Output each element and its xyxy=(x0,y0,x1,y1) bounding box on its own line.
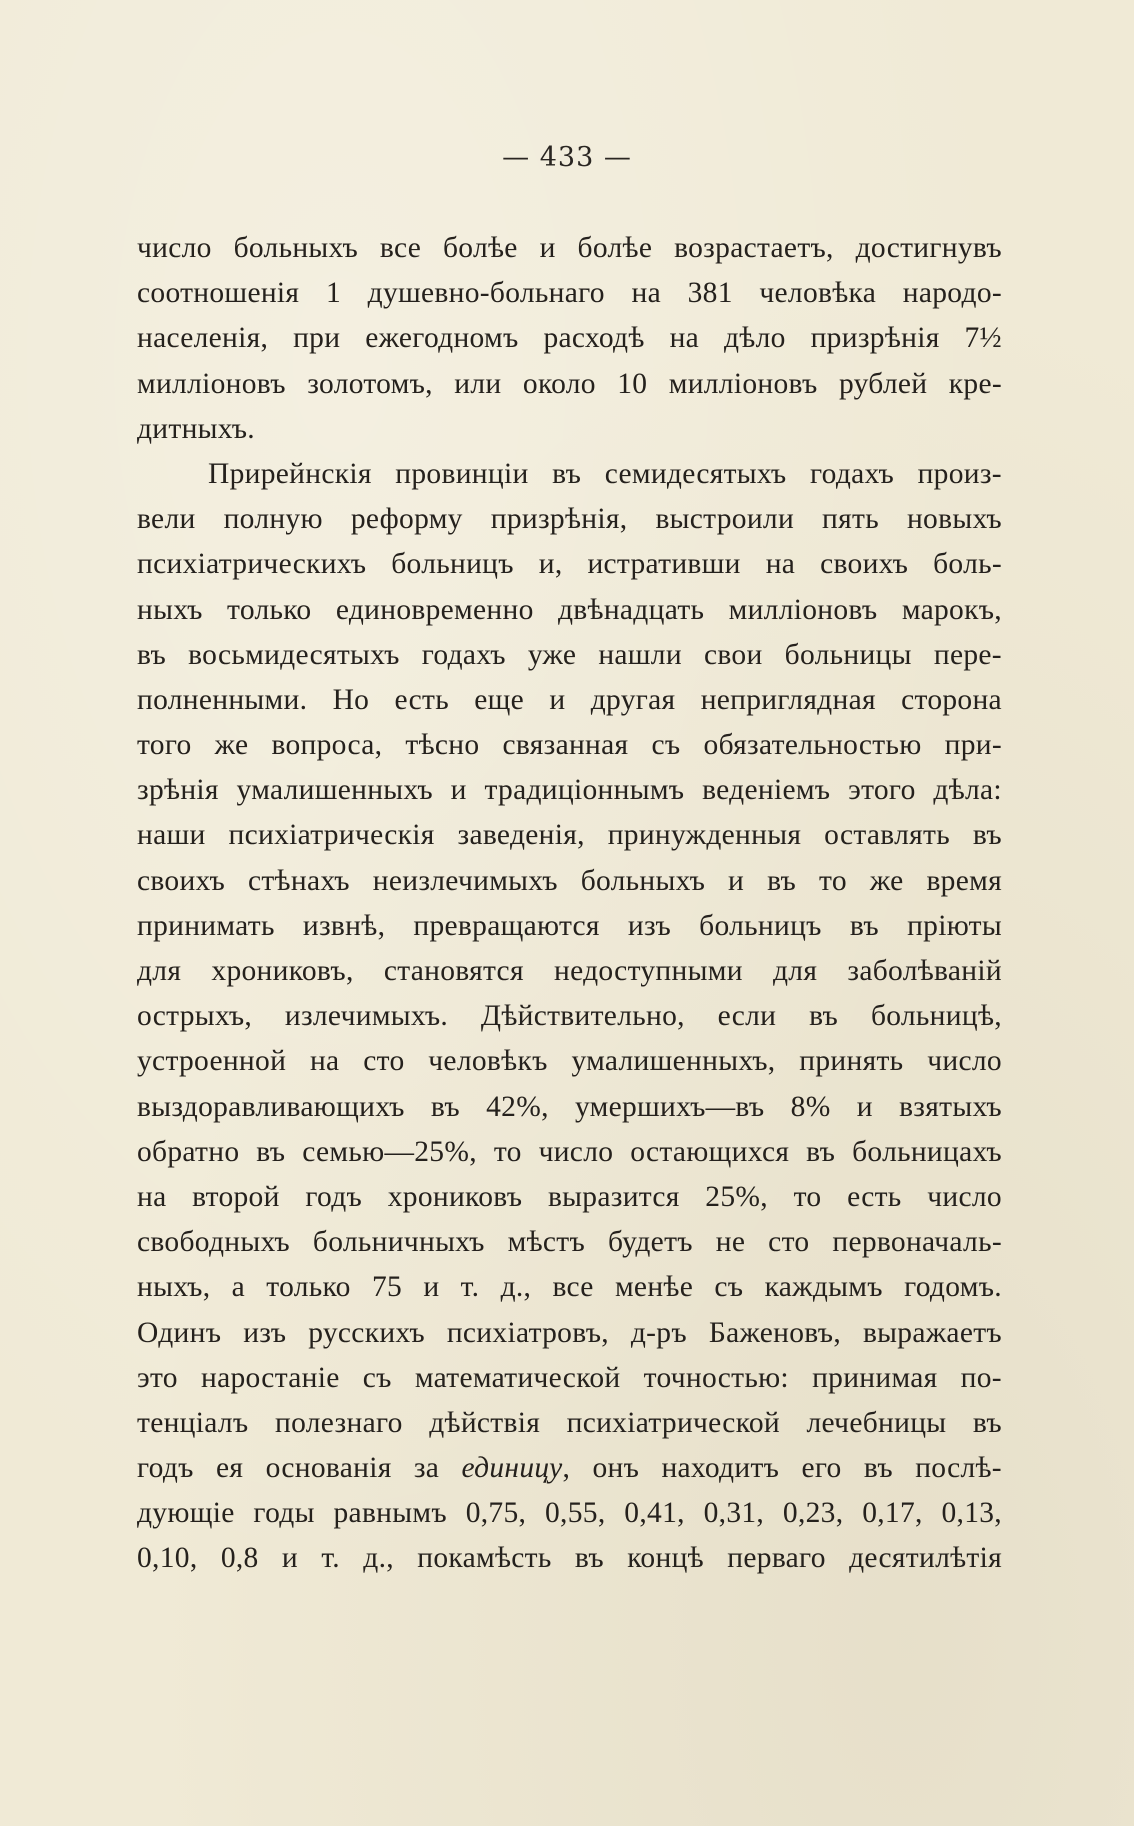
word: сторона xyxy=(901,683,1002,716)
word: 8% xyxy=(790,1090,831,1123)
word: выражаетъ xyxy=(862,1316,1002,1349)
text-line xyxy=(137,949,1002,994)
word: душевно-больнаго xyxy=(367,277,605,310)
word: достигнувъ xyxy=(855,232,1002,264)
word: и xyxy=(856,1090,873,1123)
word: а xyxy=(231,1271,246,1304)
word: этого xyxy=(848,774,916,807)
word: только xyxy=(266,1271,351,1304)
text-line xyxy=(137,723,1002,768)
word: 25%, xyxy=(705,1180,768,1213)
word: и xyxy=(539,232,556,264)
word: и xyxy=(450,774,467,807)
word: своихъ xyxy=(137,864,226,897)
word: расходѣ xyxy=(543,322,645,355)
word: годахъ xyxy=(809,457,895,490)
word: годъ xyxy=(137,1452,194,1485)
word: больницѣ, xyxy=(870,1000,1002,1033)
word: то xyxy=(493,1135,522,1168)
word: покамѣсть xyxy=(417,1542,552,1575)
word: второй xyxy=(192,1180,280,1213)
word: обратно xyxy=(137,1135,240,1168)
word: Баженовъ, xyxy=(708,1316,842,1349)
word: дующіе xyxy=(137,1497,235,1530)
word: 0,8 xyxy=(220,1542,259,1575)
word: полную xyxy=(223,503,323,536)
word: Одинъ xyxy=(137,1316,222,1349)
text-line xyxy=(137,452,1002,497)
word: вопроса, xyxy=(271,729,383,762)
text-line xyxy=(137,1401,1002,1446)
word: тѣсно xyxy=(405,729,480,762)
word: Дѣйствительно, xyxy=(480,1000,685,1033)
word: уже xyxy=(527,638,577,671)
word: взятыхъ xyxy=(899,1090,1002,1123)
word: будетъ xyxy=(607,1226,693,1259)
word: заведенія, xyxy=(457,819,585,852)
word: другая xyxy=(590,683,676,716)
word: полненными. xyxy=(137,683,308,716)
word: 0,41, xyxy=(624,1497,685,1530)
word: если xyxy=(717,1000,777,1033)
text-line xyxy=(137,497,1002,542)
word: т. xyxy=(460,1271,480,1304)
word: около xyxy=(522,367,596,400)
word: принимая xyxy=(812,1361,938,1394)
word: находитъ xyxy=(661,1452,780,1485)
word: съ xyxy=(651,729,681,762)
word: семью—25%, xyxy=(302,1135,477,1168)
word: превращаются xyxy=(413,909,600,942)
word: того xyxy=(137,729,192,762)
word: сто xyxy=(363,1045,405,1078)
word: д-ръ xyxy=(630,1316,687,1349)
word: 0,55, xyxy=(545,1497,606,1530)
word: число xyxy=(137,232,212,264)
word: и xyxy=(728,864,745,897)
word: только xyxy=(227,593,312,626)
word: реформу xyxy=(350,503,463,536)
text-line xyxy=(137,1356,1002,1401)
text-line xyxy=(137,226,1002,271)
text-line xyxy=(137,1220,1002,1265)
word: Прирейнскія xyxy=(208,457,372,490)
word: 7½ xyxy=(964,322,1002,355)
word: кре- xyxy=(948,367,1002,400)
word: въ xyxy=(849,909,879,942)
body-text xyxy=(137,226,1002,1582)
word: т. xyxy=(321,1542,340,1575)
word: пере- xyxy=(933,638,1002,671)
word: для xyxy=(772,955,818,987)
word: соотношенія xyxy=(137,277,300,310)
word: и xyxy=(549,683,566,716)
word: семидесятыхъ xyxy=(604,457,787,490)
word: провинціи xyxy=(395,457,529,490)
text-line xyxy=(137,994,1002,1039)
word: больныхъ xyxy=(580,864,706,897)
word: на xyxy=(765,548,796,581)
word: умалишенныхъ, xyxy=(571,1045,776,1078)
word: то xyxy=(819,864,847,897)
word: обязательностью xyxy=(703,729,922,762)
word: милліоновъ xyxy=(728,593,878,626)
word: въ xyxy=(256,1135,286,1168)
text-line xyxy=(137,1085,1002,1130)
word: умершихъ—въ xyxy=(574,1090,765,1123)
word: рублей xyxy=(838,367,928,400)
word: 1 xyxy=(325,277,341,310)
word: 75 xyxy=(371,1271,403,1304)
word: призрѣнія xyxy=(810,322,940,355)
word: остающихся xyxy=(630,1135,790,1168)
text-line xyxy=(137,1265,1002,1310)
word: зрѣнія xyxy=(137,774,219,807)
text-line xyxy=(137,1175,1002,1220)
word: дѣла: xyxy=(933,774,1002,807)
word: 0,17, xyxy=(862,1497,923,1530)
word: выразится xyxy=(547,1180,680,1213)
word: хрониковъ, xyxy=(211,955,354,987)
word: народо- xyxy=(902,277,1002,310)
word: 0,23, xyxy=(782,1497,844,1530)
text-line xyxy=(137,633,1002,678)
word: стѣнахъ xyxy=(247,864,350,897)
word: и xyxy=(423,1271,440,1304)
word: годы xyxy=(253,1497,315,1530)
word: число xyxy=(538,1135,614,1168)
word: 381 xyxy=(687,277,733,310)
text-line xyxy=(137,407,1002,452)
word: онъ xyxy=(592,1452,640,1485)
word: первоначаль- xyxy=(832,1226,1002,1259)
word: восьмидесятыхъ xyxy=(188,638,400,671)
word: больницы xyxy=(784,638,912,671)
word: и xyxy=(281,1542,298,1575)
word: веденіемъ xyxy=(702,774,831,807)
word: острыхъ, xyxy=(137,1000,253,1033)
word: десятилѣтія xyxy=(849,1542,1002,1575)
word: возрастаетъ, xyxy=(674,232,834,264)
word: его xyxy=(801,1452,842,1485)
word: пять xyxy=(822,503,879,536)
word: на xyxy=(669,322,700,355)
word: милліоновъ xyxy=(668,367,818,400)
text-line xyxy=(137,678,1002,723)
word: психіатрическія xyxy=(228,819,435,852)
word: изъ xyxy=(243,1316,287,1349)
word: 0,31, xyxy=(703,1497,765,1530)
word: же xyxy=(214,729,249,762)
word: все xyxy=(379,232,422,264)
word: 10 xyxy=(617,367,648,400)
text-line xyxy=(137,1311,1002,1356)
text-line xyxy=(137,316,1002,361)
word: то xyxy=(793,1180,822,1213)
word: по- xyxy=(960,1361,1002,1394)
word: тенціалъ xyxy=(137,1406,249,1439)
word: истративши xyxy=(587,548,741,581)
word: для xyxy=(137,955,182,987)
word: единицу, xyxy=(461,1452,571,1485)
word: концѣ xyxy=(627,1542,704,1575)
word: при- xyxy=(944,729,1002,762)
text-line xyxy=(137,859,1002,904)
text-line xyxy=(137,1446,1002,1491)
text-line xyxy=(137,542,1002,587)
word: въ xyxy=(809,1000,839,1033)
text-line xyxy=(137,1039,1002,1084)
word: съ xyxy=(362,1361,392,1394)
word: больничныхъ xyxy=(312,1226,485,1259)
word: д., xyxy=(500,1271,532,1304)
word: время xyxy=(926,864,1002,897)
word: же xyxy=(869,864,904,897)
text-line xyxy=(137,588,1002,633)
word: на xyxy=(137,1180,167,1213)
word: человѣкъ xyxy=(428,1045,548,1078)
word: хрониковъ xyxy=(387,1180,523,1213)
word: единовременно xyxy=(335,593,534,626)
word: выздоравливающихъ xyxy=(137,1090,405,1123)
word: это xyxy=(137,1361,178,1394)
word: число xyxy=(927,1045,1002,1078)
word: въ xyxy=(137,638,167,671)
text-line xyxy=(137,904,1002,949)
word: 0,75, xyxy=(465,1497,527,1530)
word: послѣ- xyxy=(915,1452,1002,1485)
word: и, xyxy=(538,548,563,581)
word: принимать xyxy=(137,909,275,942)
word: годъ xyxy=(305,1180,363,1213)
word: извнѣ, xyxy=(302,909,386,942)
word: на xyxy=(631,277,661,310)
word: ея xyxy=(216,1452,244,1485)
word: выстроили xyxy=(655,503,795,536)
word: связанная xyxy=(502,729,629,762)
word: традиціоннымъ xyxy=(484,774,685,807)
word: изъ xyxy=(627,909,672,942)
text-line xyxy=(137,362,1002,407)
word: лечебницы xyxy=(806,1406,947,1439)
word: мѣстъ xyxy=(507,1226,586,1259)
word: ныхъ, xyxy=(137,1271,211,1304)
word: призрѣнія, xyxy=(490,503,628,536)
word: своихъ xyxy=(820,548,909,581)
word: съ xyxy=(714,1271,744,1304)
word: сто xyxy=(768,1226,810,1259)
word: годомъ. xyxy=(904,1271,1002,1304)
word: болѣе xyxy=(442,232,518,264)
word: свободныхъ xyxy=(137,1226,290,1259)
word: золотомъ, xyxy=(307,367,433,400)
word: въ xyxy=(972,819,1002,852)
word: больницахъ xyxy=(852,1135,1002,1168)
word: больницъ xyxy=(699,909,822,942)
word: при xyxy=(293,322,341,355)
word: въ xyxy=(806,1135,836,1168)
word: принужденныя xyxy=(607,819,802,852)
word: милліоновъ xyxy=(137,367,286,400)
word: психіатрической xyxy=(566,1406,780,1439)
word: болѣе xyxy=(577,232,653,264)
word: устроенной xyxy=(137,1045,287,1078)
word: оставлять xyxy=(824,819,950,852)
word: ныхъ xyxy=(137,593,203,626)
word: равнымъ xyxy=(333,1497,447,1530)
word: неизлечимыхъ xyxy=(372,864,558,897)
word: не xyxy=(715,1226,746,1259)
word: математической xyxy=(414,1361,621,1394)
word: въ xyxy=(863,1452,893,1485)
word: полезнаго xyxy=(275,1406,403,1439)
word: Но xyxy=(332,683,370,716)
page-number: — 433 — xyxy=(502,142,632,173)
word: пріюты xyxy=(907,909,1002,942)
word: годахъ xyxy=(421,638,506,671)
word: произ- xyxy=(917,457,1002,490)
word: принять xyxy=(799,1045,904,1078)
text-line xyxy=(137,1491,1002,1536)
word: или xyxy=(454,367,502,400)
word: недоступными xyxy=(554,955,743,987)
word: въ xyxy=(552,457,582,490)
word: излечимыхъ. xyxy=(284,1000,449,1033)
word: 0,13, xyxy=(941,1497,1002,1530)
text-line xyxy=(137,813,1002,858)
word: основанія xyxy=(265,1452,392,1485)
word: заболѣваній xyxy=(847,955,1002,987)
word: человѣка xyxy=(759,277,877,310)
word: менѣе xyxy=(614,1271,694,1304)
word: въ xyxy=(430,1090,460,1123)
word: каждымъ xyxy=(764,1271,883,1304)
word: марокъ, xyxy=(901,593,1002,626)
word: психіатрическихъ xyxy=(137,548,367,581)
word: есть xyxy=(847,1180,902,1213)
word: число xyxy=(927,1180,1002,1213)
word: умалишенныхъ xyxy=(236,774,433,807)
word: ежегодномъ xyxy=(365,322,519,355)
word: населенія, xyxy=(137,322,269,355)
word: дѣло xyxy=(723,322,786,355)
word: новыхъ xyxy=(906,503,1002,536)
word: русскихъ xyxy=(308,1316,425,1349)
word: въ xyxy=(574,1542,604,1575)
text-line xyxy=(137,1130,1002,1175)
text-line xyxy=(137,768,1002,813)
word: 0,10, xyxy=(137,1542,198,1575)
word: наростаніе xyxy=(200,1361,340,1394)
word: дѣйствія xyxy=(429,1406,541,1439)
word: перваго xyxy=(727,1542,826,1575)
word: въ xyxy=(767,864,797,897)
word: еще xyxy=(474,683,525,716)
word: свои xyxy=(704,638,763,671)
word: становятся xyxy=(383,955,524,987)
word: 42%, xyxy=(486,1090,549,1123)
word: есть xyxy=(394,683,449,716)
word: больныхъ xyxy=(233,232,359,264)
word: все xyxy=(552,1271,594,1304)
word: за xyxy=(413,1452,440,1485)
text-line xyxy=(137,1536,1002,1581)
word: на xyxy=(309,1045,340,1078)
word: д., xyxy=(363,1542,394,1575)
word: наши xyxy=(137,819,206,852)
word: больницъ xyxy=(391,548,514,581)
word: точностью: xyxy=(643,1361,789,1394)
word: нашли xyxy=(598,638,682,671)
text-line xyxy=(137,271,1002,316)
word: вели xyxy=(137,503,196,536)
word: психіатровъ, xyxy=(446,1316,609,1349)
word: боль- xyxy=(933,548,1002,581)
word: дитныхъ. xyxy=(137,412,255,445)
word: двѣнадцать xyxy=(557,593,705,626)
word: въ xyxy=(972,1406,1002,1439)
word: неприглядная xyxy=(700,683,876,716)
